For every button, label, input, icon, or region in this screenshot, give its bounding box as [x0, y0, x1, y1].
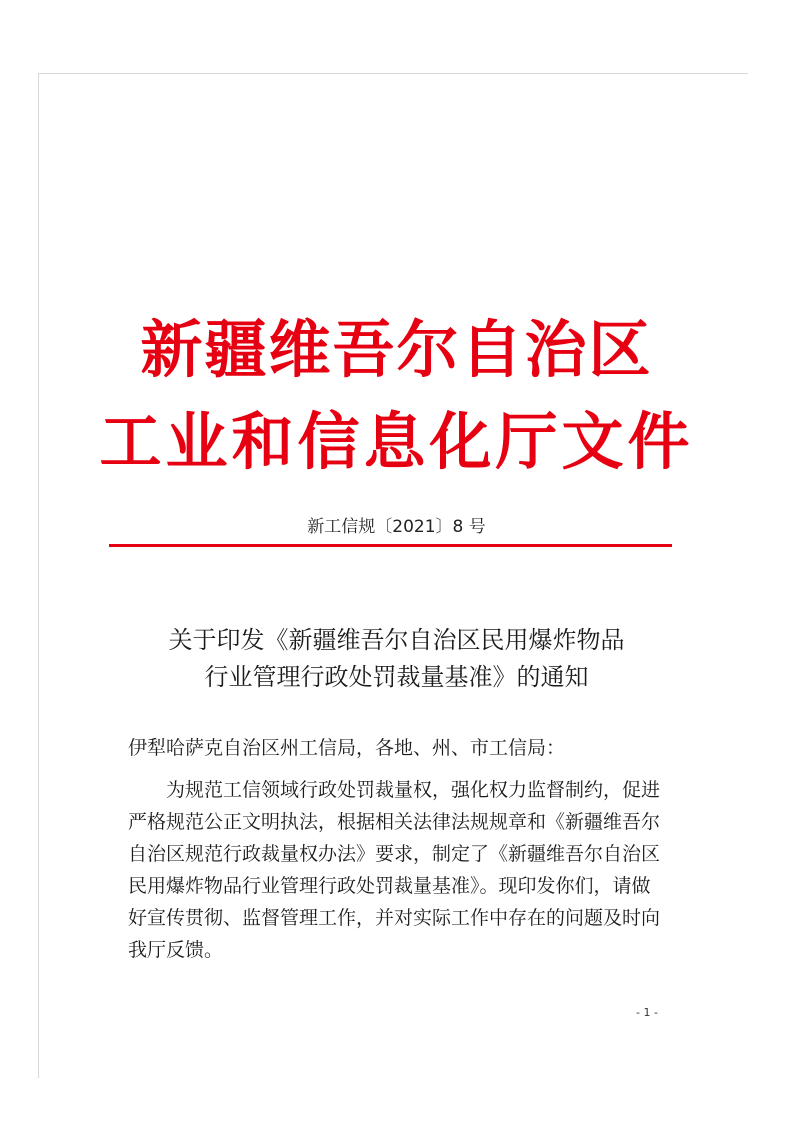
- issuer-name: 新疆维吾尔自治区: [140, 313, 653, 386]
- addressee: 伊犁哈萨克自治区州工信局，各地、州、市工信局：: [128, 737, 566, 759]
- scan-border-left: [38, 73, 39, 1078]
- page-number: - 1 -: [636, 1006, 658, 1019]
- notice-title-line-1: 关于印发《新疆维吾尔自治区民用爆炸物品: [168, 626, 625, 654]
- body-paragraph-line: 我厅反馈。: [128, 939, 224, 961]
- body-paragraph-line: 民用爆炸物品行业管理行政处罚裁量基准》。现印发你们，请做: [128, 875, 651, 897]
- notice-title-line-2: 行业管理行政处罚裁量基准》的通知: [204, 663, 589, 691]
- document-type-heading: 工业和信息化厅文件: [99, 405, 694, 478]
- body-paragraph-line: 好宣传贯彻、监督管理工作，并对实际工作中存在的问题及时向: [128, 907, 661, 929]
- body-paragraph-line: 自治区规范行政裁量权办法》要求，制定了《新疆维吾尔自治区: [128, 843, 661, 865]
- body-paragraph-line: 严格规范公正文明执法，根据相关法律法规规章和《新疆维吾尔: [128, 811, 661, 833]
- body-paragraph-line: 为规范工信领域行政处罚裁量权，强化权力监督制约，促进: [166, 779, 661, 801]
- document-number: 新工信规〔2021〕8 号: [307, 517, 486, 537]
- red-separator-line: [109, 544, 672, 547]
- scan-border-top: [38, 73, 748, 74]
